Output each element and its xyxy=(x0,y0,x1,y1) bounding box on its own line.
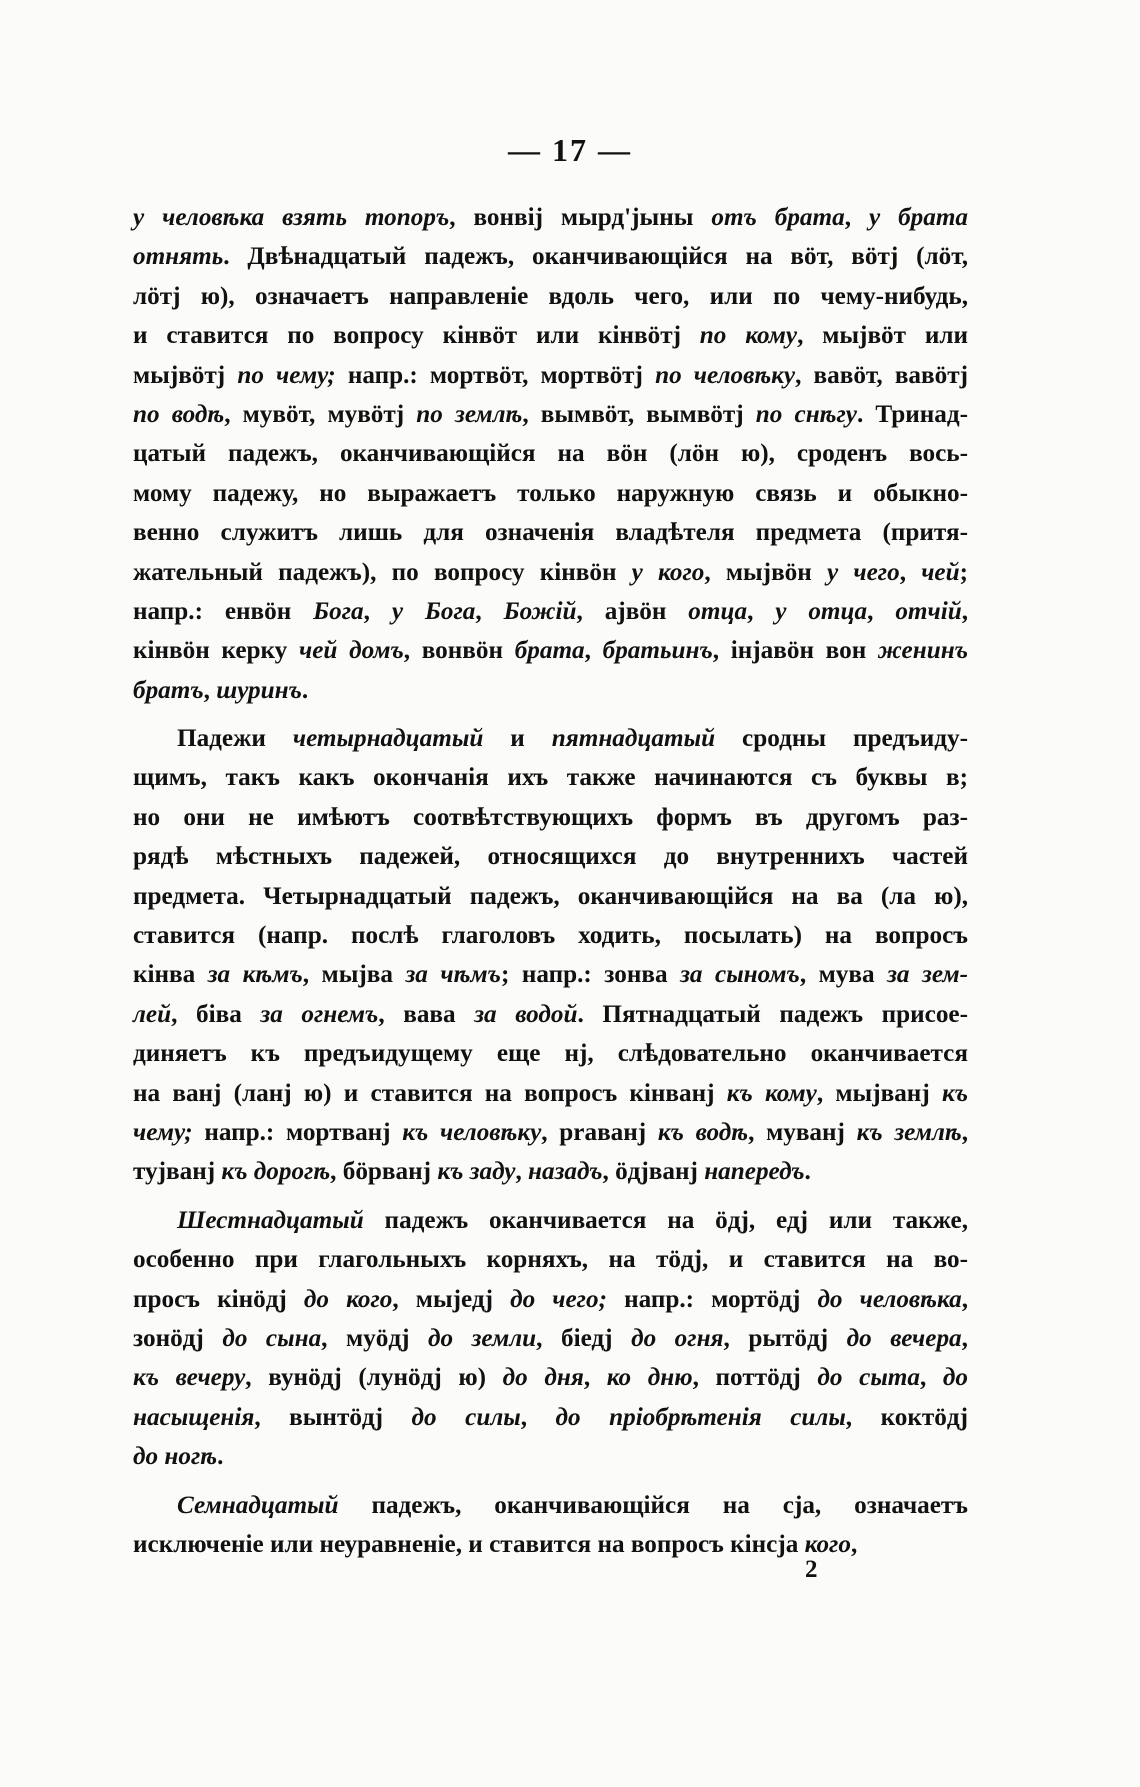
text-line xyxy=(133,553,968,592)
italic-term: ко дню xyxy=(606,1364,693,1392)
text-line xyxy=(133,277,968,316)
text-line xyxy=(133,1319,968,1358)
text-line xyxy=(133,592,968,631)
text-line xyxy=(133,955,968,994)
paragraph xyxy=(133,1201,968,1477)
italic-term: до человѣка xyxy=(817,1285,962,1313)
signature-mark: 2 xyxy=(805,1556,818,1583)
text-run: рядѣ мѣстныхъ падежей, относящихся до внутреннихъ частей xyxy=(133,843,968,871)
text-run: тујванј xyxy=(133,1158,222,1186)
text-line xyxy=(133,198,968,237)
text-run: , біедј xyxy=(536,1324,632,1352)
text-run: , вонвӧн xyxy=(403,637,515,665)
text-line xyxy=(133,1152,968,1191)
italic-term: до кого xyxy=(303,1285,393,1313)
text-line xyxy=(133,671,968,710)
text-line xyxy=(133,395,968,434)
text-run: напр.: мортванј xyxy=(192,1118,403,1146)
text-run: , xyxy=(203,676,217,704)
text-run: исключеніе или неуравненіе, и ставится на вопросъ кінсја xyxy=(133,1530,805,1558)
text-run: напр.: мортӧдј xyxy=(606,1285,818,1313)
text-line xyxy=(133,798,968,837)
italic-term: Шестнадцатый xyxy=(177,1206,364,1234)
text-run: , бӧрванј xyxy=(330,1158,438,1186)
text-line xyxy=(133,1201,968,1240)
italic-term: по водѣ xyxy=(133,400,225,428)
text-run: сродны предъиду- xyxy=(715,725,968,753)
italic-term: къ водѣ xyxy=(657,1118,749,1146)
text-run: Падежи xyxy=(177,725,293,753)
paragraph-gap xyxy=(133,1192,968,1201)
text-run: диняетъ къ предъидущему еще нј, слѣдовательно оканчивается xyxy=(133,1040,968,1068)
italic-term: за чѣмъ xyxy=(405,961,501,989)
text-run: кінвӧн керку xyxy=(133,637,299,665)
text-run: , біва xyxy=(171,1000,261,1028)
text-run: но они не имѣютъ соотвѣтствующихъ формъ въ другомъ раз- xyxy=(133,803,968,831)
italic-term: у отца xyxy=(775,597,868,625)
italic-term: Семнадцатый xyxy=(177,1491,339,1519)
italic-term: до пріобрѣтенія силы xyxy=(555,1403,846,1431)
italic-term: отнять xyxy=(133,243,224,271)
text-run: , мыјвӧт или xyxy=(797,322,968,350)
italic-term: за водой xyxy=(474,1000,578,1028)
italic-term: къ кому xyxy=(726,1079,817,1107)
italic-term: до ногѣ xyxy=(133,1443,218,1471)
italic-term: пятнадцатый xyxy=(551,725,716,753)
italic-term: брата xyxy=(514,637,585,665)
text-line xyxy=(133,356,968,395)
italic-term: шуринъ xyxy=(216,676,302,704)
text-run: , xyxy=(747,597,776,625)
italic-term: у брата xyxy=(868,204,969,231)
italic-term: братъ xyxy=(133,676,204,704)
text-line xyxy=(133,758,968,797)
italic-term: у чего xyxy=(827,558,900,586)
text-run: , мыједј xyxy=(392,1285,511,1313)
text-line xyxy=(133,474,968,513)
text-line xyxy=(133,916,968,955)
text-run: , xyxy=(363,597,392,625)
text-run: мыјвӧтј xyxy=(133,361,238,389)
italic-term: до чего; xyxy=(510,1285,607,1313)
italic-term: до земли xyxy=(427,1324,537,1352)
italic-term: назадъ xyxy=(528,1158,603,1186)
text-run: , xyxy=(867,597,896,625)
text-run: , ајвӧн xyxy=(576,597,689,625)
text-run: просъ кінӧдј xyxy=(133,1285,304,1313)
text-run: , xyxy=(844,204,869,231)
italic-term: отчій xyxy=(895,597,962,625)
text-run: зонӧдј xyxy=(133,1324,223,1352)
text-line xyxy=(133,1240,968,1279)
italic-term: за кѣмъ xyxy=(207,961,303,989)
text-run: , xyxy=(919,1364,943,1392)
text-line xyxy=(133,995,968,1034)
text-run: , вунӧдј (лунӧдј ю) xyxy=(245,1364,503,1392)
text-line xyxy=(133,1034,968,1073)
text-run: , xyxy=(515,1158,529,1186)
text-run: . Двѣнадцатый падежъ, оканчивающійся на вӧт, вӧтј (лӧт, xyxy=(223,243,968,271)
text-run: и xyxy=(483,725,552,753)
text-run: , xyxy=(899,558,922,586)
text-run: напр.: мортвӧт, мортвӧтј xyxy=(335,361,656,389)
text-run: , ӧдјванј xyxy=(602,1158,705,1186)
italic-term: до дня xyxy=(502,1364,584,1392)
text-run: , мыјванј xyxy=(816,1079,942,1107)
text-run: , вонвіј мырд'јыны xyxy=(449,204,712,231)
text-run: щимъ, такъ какъ окончанія ихъ также начинаются съ буквы в; xyxy=(133,764,968,792)
italic-term: Бога xyxy=(313,597,364,625)
italic-term: чей xyxy=(921,558,960,586)
italic-term: кого xyxy=(804,1530,851,1558)
text-run: особенно при глагольныхъ корняхъ, на тӧдј, и ставится на во- xyxy=(133,1246,968,1274)
text-run: цатый падежъ, оканчивающійся на вӧн (лӧн ю), сроденъ вось- xyxy=(133,440,968,468)
italic-term: за сыномъ xyxy=(680,961,800,989)
italic-term: по кому xyxy=(699,322,798,350)
text-run: , xyxy=(961,1285,968,1313)
text-run: , xyxy=(850,1530,858,1558)
italic-term: насыщенія xyxy=(133,1403,255,1431)
italic-term: до силы xyxy=(411,1403,521,1431)
italic-term: по чему; xyxy=(237,361,336,389)
text-line xyxy=(133,434,968,473)
text-run: , муванј xyxy=(748,1118,857,1146)
italic-term: до xyxy=(942,1364,968,1392)
italic-term: напередъ xyxy=(704,1158,805,1186)
italic-term: къ xyxy=(941,1079,968,1107)
text-line xyxy=(133,237,968,276)
text-run: , вавӧт, вавӧтј xyxy=(795,361,968,389)
text-run: , мувӧт, мувӧтј xyxy=(224,400,417,428)
text-line xyxy=(133,1525,968,1564)
text-run: ; xyxy=(959,558,969,586)
italic-term: до вечера xyxy=(846,1324,962,1352)
text-run: лӧтј ю), означаетъ направленіе вдоль чего, или по чему-нибудь, xyxy=(133,282,968,310)
italic-term: чему; xyxy=(133,1118,193,1146)
text-run: , інјавӧн вон xyxy=(712,637,878,665)
text-run: , xyxy=(520,1403,556,1431)
text-line xyxy=(133,1280,968,1319)
text-run: , вава xyxy=(378,1000,475,1028)
text-line xyxy=(133,1437,968,1476)
text-run: , рытӧдј xyxy=(723,1324,847,1352)
text-line xyxy=(133,877,968,916)
paragraph xyxy=(133,719,968,1192)
paragraph-gap xyxy=(133,1477,968,1486)
italic-term: до сыта xyxy=(817,1364,920,1392)
italic-term: у кого xyxy=(631,558,705,586)
italic-term: къ дорогѣ xyxy=(221,1158,331,1186)
text-run: , вымвӧт, вымвӧтј xyxy=(522,400,756,428)
text-line xyxy=(133,719,968,758)
text-run: ; напр.: зонва xyxy=(500,961,681,989)
text-run: венно служитъ лишь для означенія владѣтеля предмета (притя- xyxy=(133,519,968,547)
italic-term: у человѣка взять топоръ xyxy=(133,204,450,231)
text-run: , xyxy=(961,1324,968,1352)
text-run: падежъ, оканчивающійся на сја, означаетъ xyxy=(338,1491,968,1519)
italic-term: по землѣ xyxy=(416,400,523,428)
text-run: . xyxy=(217,1443,224,1471)
text-line xyxy=(133,631,968,670)
italic-term: чей домъ xyxy=(298,637,404,665)
italic-term: до огня xyxy=(631,1324,724,1352)
text-run: предмета. Четырнадцатый падежъ, оканчивающійся на ва (ла ю), xyxy=(133,882,968,910)
text-run: напр.: енвӧн xyxy=(133,597,314,625)
text-line xyxy=(133,1074,968,1113)
text-run: , xyxy=(961,1118,968,1146)
text-run: падежъ оканчивается на ӧдј, едј или также, xyxy=(363,1206,968,1234)
text-run: , муӧдј xyxy=(321,1324,428,1352)
text-run: , praванј xyxy=(541,1118,658,1146)
italic-term: по человѣку xyxy=(655,361,796,389)
text-line xyxy=(133,1358,968,1397)
text-run: , мыјва xyxy=(302,961,406,989)
text-run: . xyxy=(804,1158,811,1186)
paragraph xyxy=(133,1486,968,1565)
body-text xyxy=(133,198,968,1564)
italic-term: къ вечеру xyxy=(133,1364,246,1392)
page-number: — 17 — xyxy=(508,132,632,168)
italic-term: къ заду xyxy=(437,1158,516,1186)
text-run: , xyxy=(961,597,969,625)
text-run: мому падежу, но выражаетъ только наружную связь и обыкно- xyxy=(133,479,968,507)
text-run: . Тринад- xyxy=(856,400,968,428)
italic-term: четырнадцатый xyxy=(292,725,484,753)
text-run: на ванј (ланј ю) и ставится на вопросъ кінванј xyxy=(133,1079,727,1107)
italic-term: у Бога xyxy=(391,597,476,625)
text-run: ставится (напр. послѣ глаголовъ ходить, посылать) на вопросъ xyxy=(133,922,968,950)
text-run: , поттӧдј xyxy=(692,1364,818,1392)
italic-term: лей xyxy=(133,1000,172,1028)
text-run: жательный падежъ), по вопросу кінвӧн xyxy=(133,558,632,586)
text-line xyxy=(133,1398,968,1437)
paragraph xyxy=(133,198,968,710)
text-run: . xyxy=(301,676,309,704)
text-run: , xyxy=(475,597,504,625)
italic-term: братьинъ xyxy=(602,637,713,665)
italic-term: отъ брата xyxy=(711,204,845,231)
text-run: кінва xyxy=(133,961,208,989)
italic-term: по снѣгу xyxy=(755,400,857,428)
italic-term: отца xyxy=(688,597,748,625)
text-run: , коктӧдј xyxy=(845,1403,968,1431)
italic-term: до сына xyxy=(222,1324,322,1352)
text-run: , мыјвӧн xyxy=(704,558,827,586)
text-run: . Пятнадцатый падежъ присое- xyxy=(577,1000,968,1028)
text-run: , мува xyxy=(799,961,888,989)
italic-term: Божій xyxy=(503,597,577,625)
italic-term: къ землѣ xyxy=(856,1118,962,1146)
text-line xyxy=(133,1113,968,1152)
paragraph-gap xyxy=(133,710,968,719)
text-run: , xyxy=(583,1364,607,1392)
text-run: , вынтӧдј xyxy=(254,1403,412,1431)
italic-term: за зем- xyxy=(887,961,969,989)
text-line xyxy=(133,837,968,876)
text-run: и ставится по вопросу кінвӧт или кінвӧтј xyxy=(133,322,700,350)
text-line xyxy=(133,316,968,355)
text-line xyxy=(133,1486,968,1525)
italic-term: къ человѣку xyxy=(402,1118,542,1146)
text-run: , xyxy=(584,637,603,665)
italic-term: женинъ xyxy=(877,637,968,665)
italic-term: за огнемъ xyxy=(260,1000,379,1028)
text-line xyxy=(133,513,968,552)
